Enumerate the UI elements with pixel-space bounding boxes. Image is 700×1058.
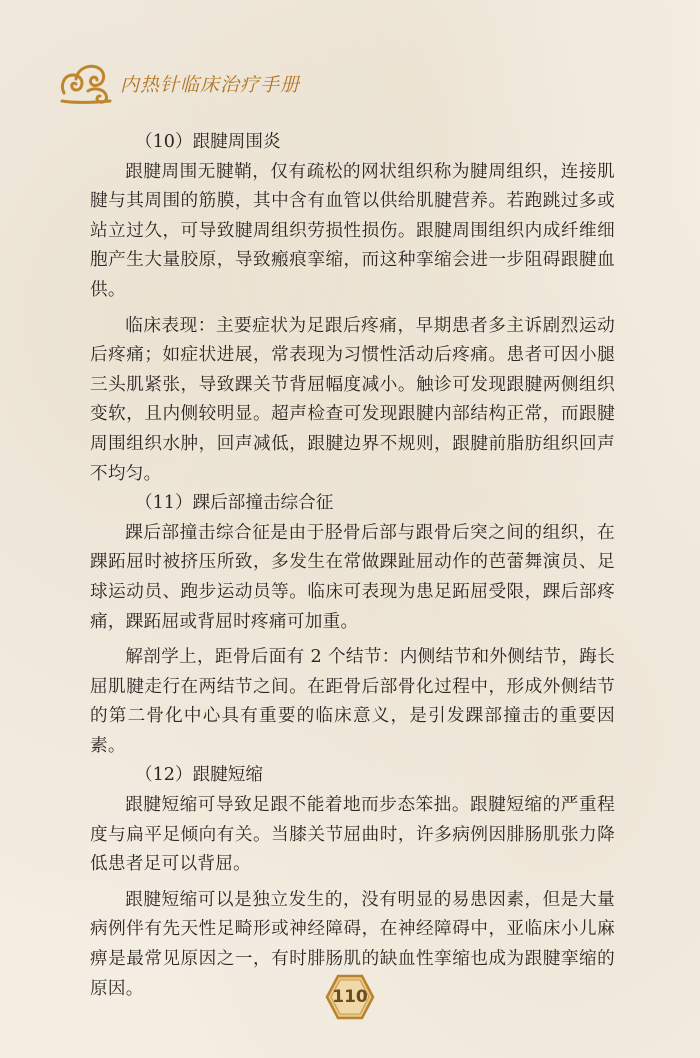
page-number-badge: [325, 973, 375, 1021]
paragraph: 跟腱短缩可导致足跟不能着地而步态笨拙。跟腱短缩的严重程度与扁平足倾向有关。当膝关节屈曲时，许多病例因腓肠肌张力降低患者足可以背屈。: [90, 795, 615, 875]
section-heading: （12）跟腱短缩: [135, 765, 263, 786]
section-heading: （10）跟腱周围炎: [135, 132, 281, 152]
paragraph: 踝后部撞击综合征是由于胫骨后部与跟骨后突之间的组织，在踝跖屈时被挤压所致，多发生在常做踝趾屈动作的芭蕾舞演员、足球运动员、跑步运动员等。临床可表现为患足跖屈受限，踝后部疼痛，踝跖屈或背屈时疼痛可加重。: [90, 522, 615, 632]
paragraph: 跟腱周围无腱鞘，仅有疏松的网状组织称为腱周组织，连接肌腱与其周围的筋膜，其中含有血管以供给肌腱营养。若跑跳过多或站立过久，可导致腱周组织劳损性损伤。跟腱周围组织内成纤维细胞产生大量胶原，导致瘢痕挛缩，而这种挛缩会进一步阻碍跟腱血供。: [90, 161, 615, 300]
page-body: [90, 128, 615, 1004]
book-title: 内热针临床治疗手册: [120, 73, 301, 96]
section-heading: （11）踝后部撞击综合征: [135, 493, 334, 514]
cloud-scroll-icon: [58, 59, 116, 107]
page-header: [58, 58, 300, 108]
paragraph: 临床表现：主要症状为足跟后疼痛，早期患者多主诉剧烈运动后疼痛；如症状进展，常表现为习惯性活动后疼痛。患者可因小腿三头肌紧张，导致踝关节背屈幅度减小。触诊可发现跟腱两侧组织变软，且内侧较明显。超声检查可发现跟腱内部结构正常，而跟腱周围组织水肿，回声减低，跟腱边界不规则，跟腱前脂肪组织回声不均匀。: [90, 315, 615, 484]
paragraph: 跟腱短缩可以是独立发生的，没有明显的易患因素，但是大量病例伴有先天性足畸形或神经障碍，在神经障碍中，亚临床小儿麻痹是最常见原因之一，有时腓肠肌的缺血性挛缩也成为跟腱挛缩的原因。: [90, 889, 615, 999]
page-number: 110: [332, 987, 368, 1007]
paragraph: 解剖学上，距骨后面有 2 个结节：内侧结节和外侧结节，踇长屈肌腱走行在两结节之间。在距骨后部骨化过程中，形成外侧结节的第二骨化中心具有重要的临床意义，是引发踝部撞击的重要因素。: [90, 647, 615, 756]
